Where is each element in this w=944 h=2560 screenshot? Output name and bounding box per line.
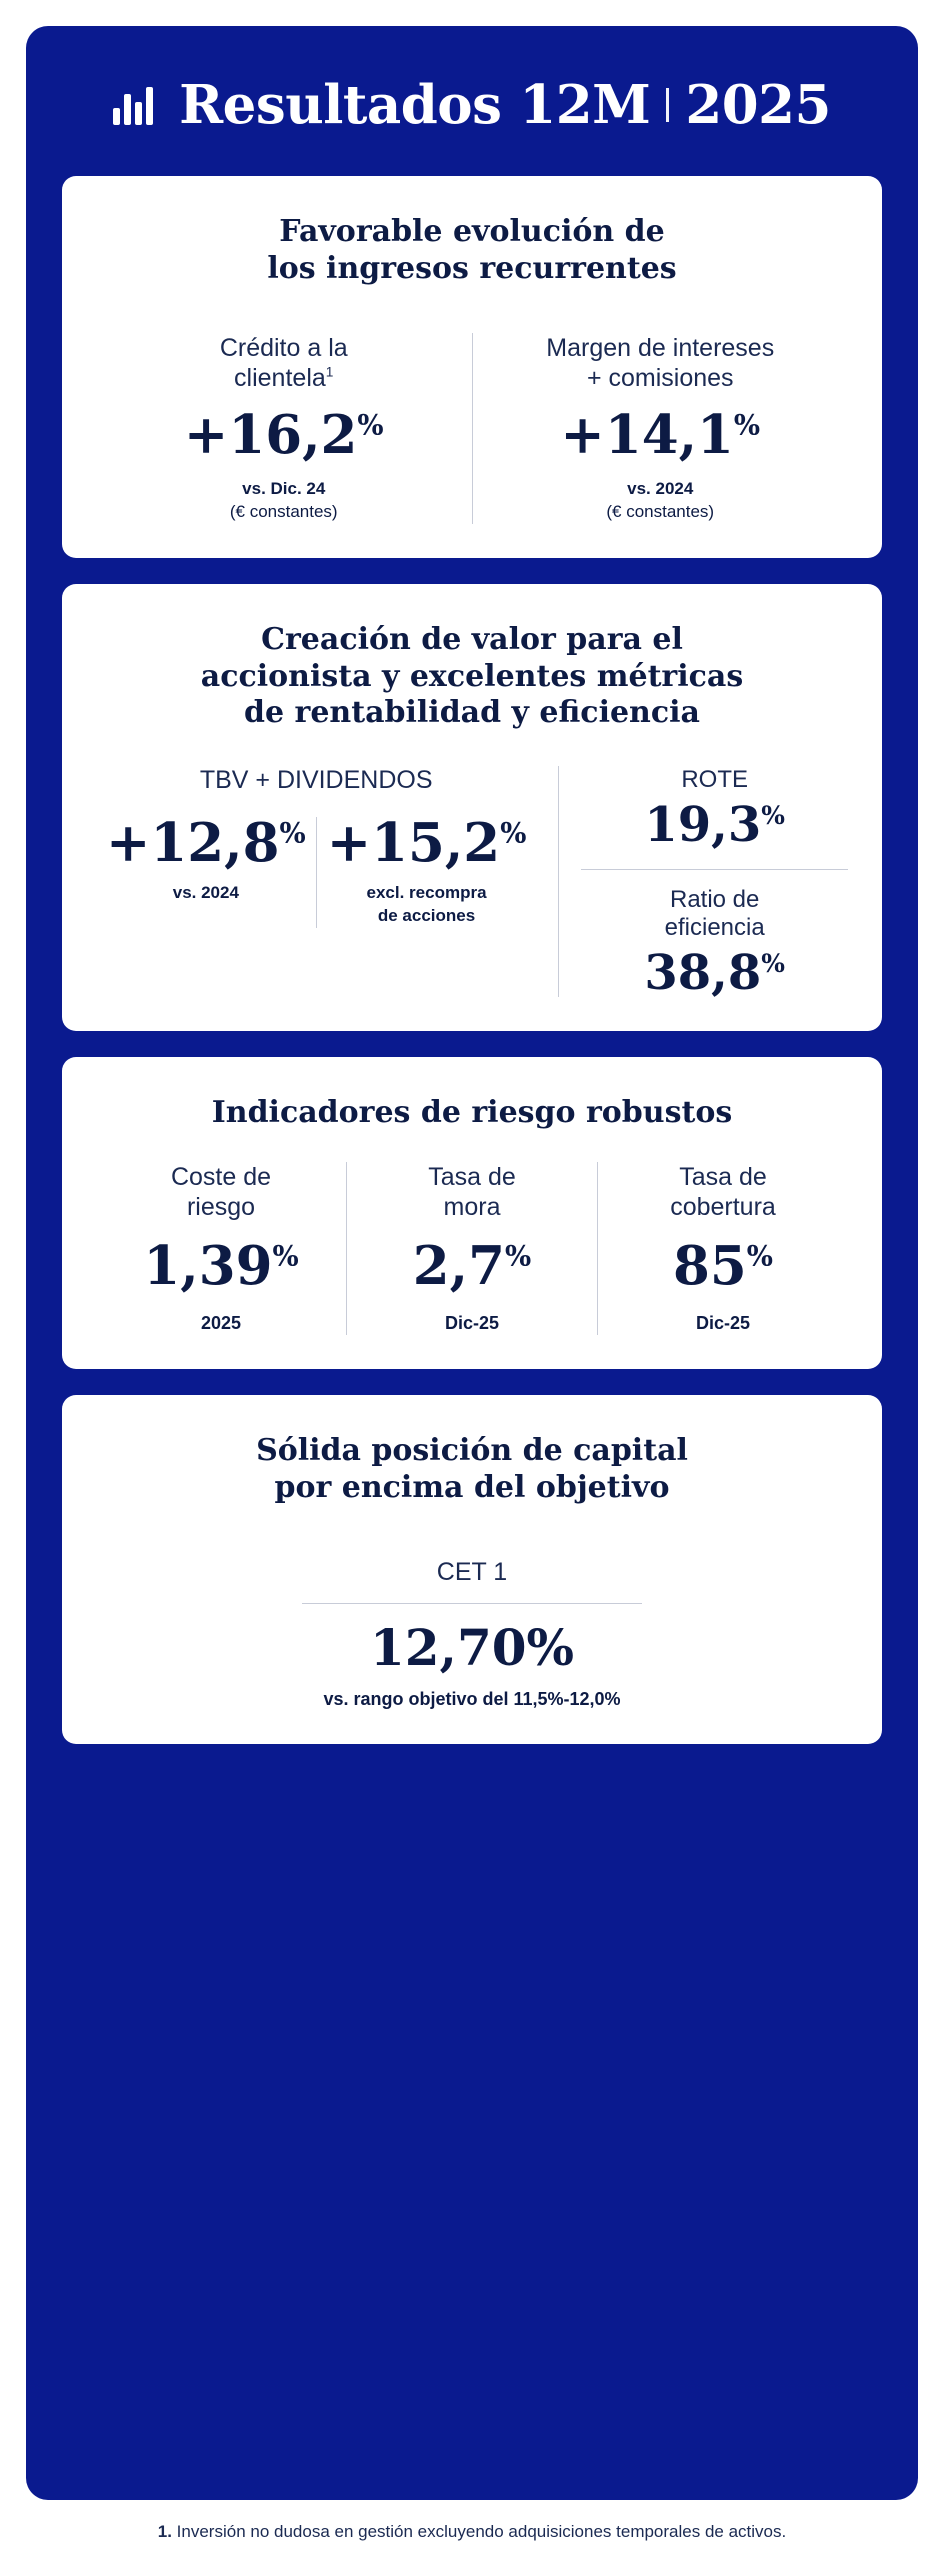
metric-note: vs. 2024 (€ constantes) xyxy=(606,479,715,522)
metric-label: TBV + DIVIDENDOS xyxy=(199,765,433,794)
metric-cet1 xyxy=(96,1558,848,1710)
metric-value: 38,8% xyxy=(644,945,785,1002)
card-title: Sólida posición de capital por encima del objetivo xyxy=(256,1433,688,1505)
metric-label: Tasa de mora xyxy=(428,1162,516,1221)
metric-tasa-de-cobertura xyxy=(598,1162,848,1335)
metric-value: 85% xyxy=(673,1234,773,1297)
card-ingresos-recurrentes xyxy=(62,176,882,558)
metric-tbv-vs-2024 xyxy=(96,811,316,928)
footnote-number: 1. xyxy=(157,2522,172,2541)
card-title: Indicadores de riesgo robustos xyxy=(211,1095,733,1131)
divider xyxy=(581,869,848,870)
page-title xyxy=(179,74,831,136)
metric-note: vs. Dic. 24 (€ constantes) xyxy=(229,479,338,522)
metric-value: 12,70% xyxy=(369,1618,575,1678)
metric-note: Dic-25 xyxy=(444,1312,500,1333)
card-posicion-capital xyxy=(62,1395,882,1744)
metric-label: ROTE xyxy=(681,765,749,793)
metric-label: Tasa de cobertura xyxy=(670,1162,776,1221)
footnote xyxy=(26,2500,918,2560)
metric-note: Dic-25 xyxy=(695,1312,751,1333)
bar-chart-logo-icon xyxy=(113,85,153,125)
card-title: Creación de valor para el accionista y excelentes métricas de rentabilidad y eficiencia xyxy=(200,622,744,731)
metric-group xyxy=(96,765,848,1002)
metric-coste-de-riesgo xyxy=(96,1162,346,1335)
metric-label: Margen de intereses + comisiones xyxy=(546,334,775,393)
page-title-main: Resultados 12M xyxy=(179,74,651,136)
metric-tbv-dividendos xyxy=(96,766,558,997)
card-title: Favorable evolución de los ingresos recurrentes xyxy=(267,214,677,286)
metric-value: 19,3% xyxy=(644,796,785,853)
page-title-year: 2025 xyxy=(685,74,831,136)
metric-margen-intereses xyxy=(473,333,849,524)
metric-label: CET 1 xyxy=(436,1558,508,1587)
brand-panel xyxy=(26,26,918,2500)
metric-note: excl. recompra de acciones xyxy=(366,882,487,925)
metric-value: +12,8% xyxy=(106,811,306,874)
metric-credito-clientela xyxy=(96,333,472,524)
title-separator-icon xyxy=(666,88,669,122)
card-creacion-de-valor xyxy=(62,584,882,1031)
metric-label: Crédito a la clientela$^1$ xyxy=(219,334,348,393)
metric-group xyxy=(96,333,848,524)
metric-value: +15,2% xyxy=(326,811,527,874)
metric-label: Coste de riesgo xyxy=(170,1162,272,1221)
divider xyxy=(302,1603,642,1604)
metric-group xyxy=(96,1162,848,1335)
page-header xyxy=(62,26,882,176)
card-indicadores-riesgo xyxy=(62,1057,882,1369)
metric-value: +14,1% xyxy=(560,404,761,467)
metric-rote-eficiencia xyxy=(559,765,848,1002)
footnote-marker: 1 xyxy=(325,364,334,380)
metric-value: 2,7% xyxy=(412,1234,532,1297)
metric-tasa-de-mora xyxy=(347,1162,597,1335)
metric-note: vs. rango objetivo del 11,5%-12,0% xyxy=(323,1689,621,1710)
metric-value: 1,39% xyxy=(143,1234,299,1297)
metric-note: 2025 xyxy=(200,1312,242,1333)
metric-note: vs. 2024 xyxy=(172,882,239,902)
metric-value: +16,2% xyxy=(183,404,384,467)
footnote-text: Inversión no dudosa en gestión excluyendo adquisiciones temporales de activos. xyxy=(176,2522,787,2541)
metric-tbv-excl-recompra xyxy=(317,811,537,928)
metric-label: Ratio de eficiencia xyxy=(664,885,765,942)
